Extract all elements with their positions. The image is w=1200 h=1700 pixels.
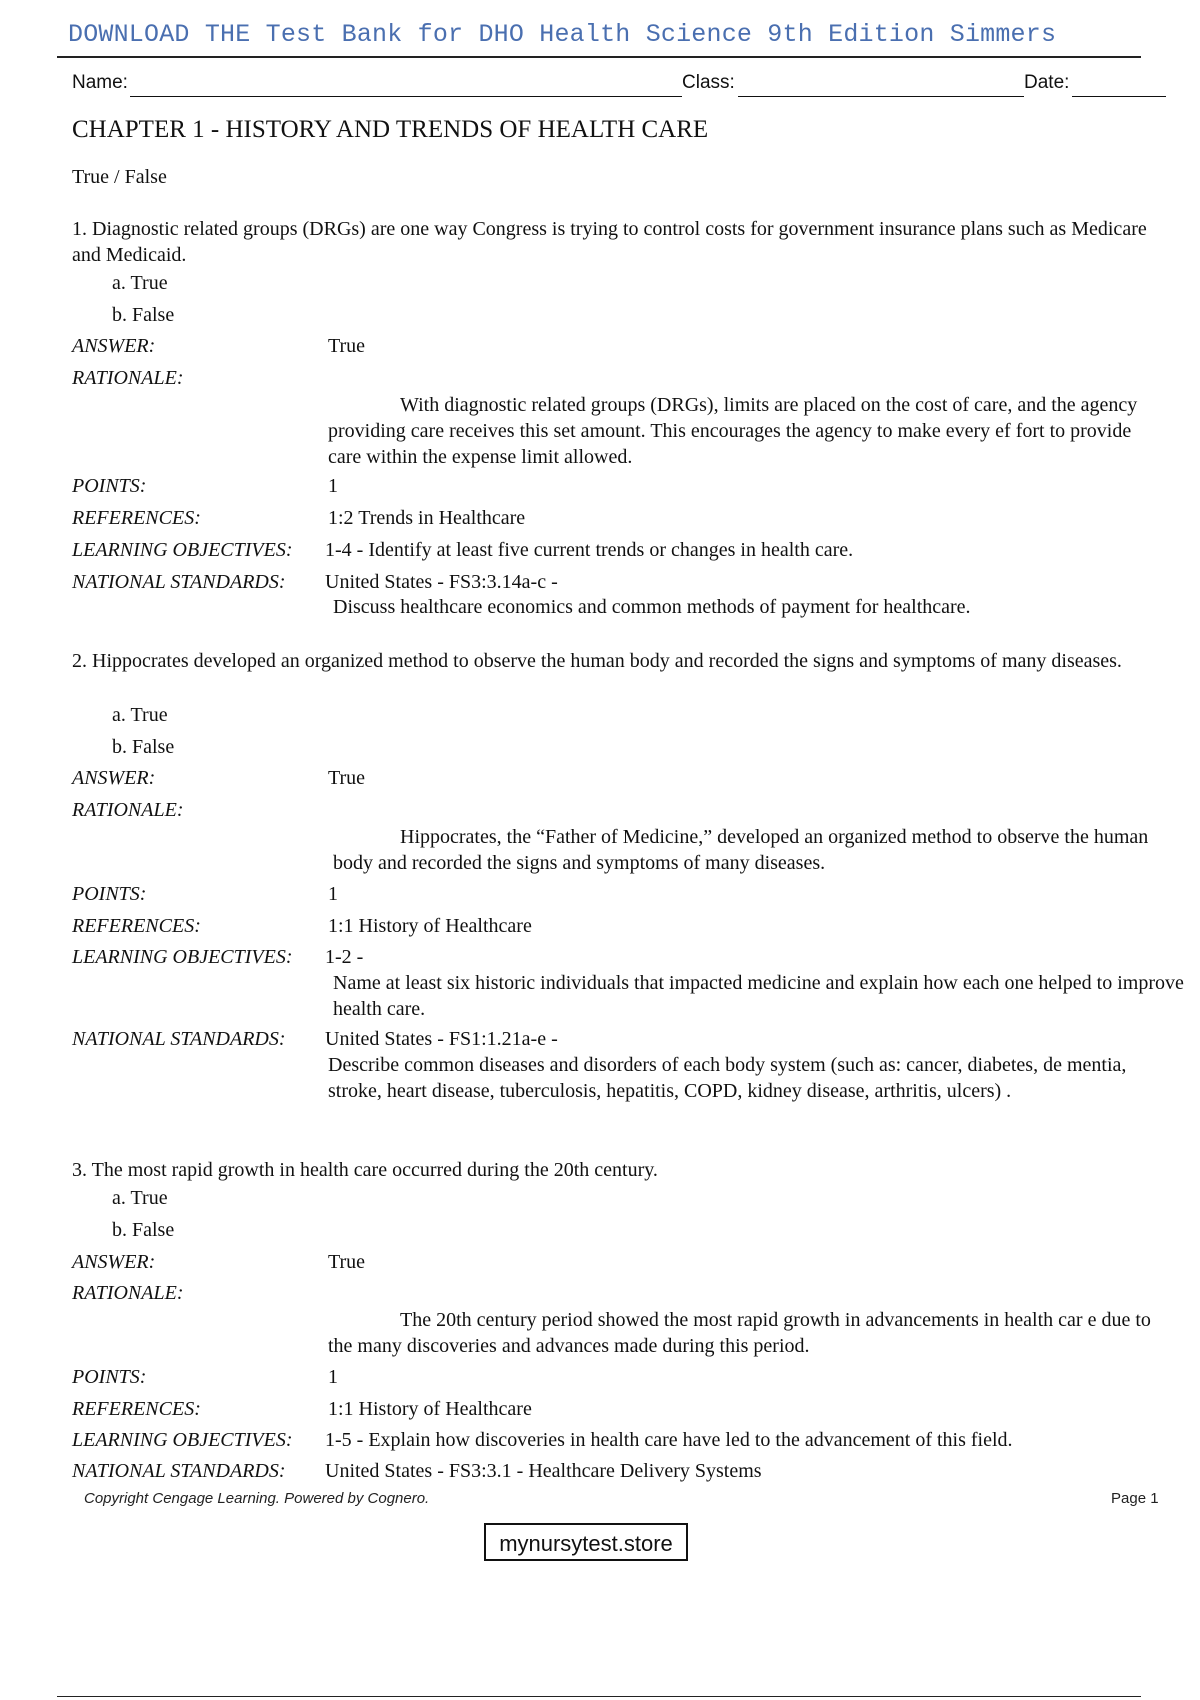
class-label: Class: [682,72,735,93]
top-divider [57,56,1141,58]
student-info-row [72,72,1167,102]
references-label: REFERENCES: [72,1398,201,1420]
option-false: b. False [112,304,175,326]
points-value: 1 [328,883,338,905]
rationale-text [328,1307,1158,1359]
chapter-title: CHAPTER 1 - HISTORY AND TRENDS OF HEALTH CARE [72,116,709,143]
option-false: b. False [112,736,175,758]
class-blank [738,96,1024,97]
rationale-label: RATIONALE: [72,799,184,821]
rationale-label: RATIONALE: [72,1282,184,1304]
national-standards-value: United States - FS3:3.14a-c - [325,571,558,593]
references-value: 1:1 History of Healthcare [328,915,532,937]
site-stamp[interactable]: mynursytest.store [484,1523,688,1561]
bottom-divider [57,1696,1141,1697]
learning-objectives-label: LEARNING OBJECTIVES: [72,946,293,968]
points-label: POINTS: [72,475,147,497]
references-value: 1:2 Trends in Healthcare [328,507,526,529]
name-label: Name: [72,72,128,93]
page-number: Page 1 [1111,1490,1159,1507]
rationale-body: With diagnostic related groups (DRGs), limits are placed on the cost of care, and the agency providing care receives this set amount. This encourages the agency to make every ef fort to provide care within the expense limit allowed. [328,394,1138,468]
answer-label: ANSWER: [72,335,156,357]
national-standards-label: NATIONAL STANDARDS: [72,571,286,593]
learning-objectives-detail: Name at least six historic individuals that impacted medicine and explain how each one helped to improve health care. [333,972,1184,1020]
question-text: 1. Diagnostic related groups (DRGs) are one way Congress is trying to control costs for government insurance plans such as Medicare and Medicaid. [72,218,1147,266]
name-blank [130,96,682,97]
rationale-body: Hippocrates, the “Father of Medicine,” developed an organized method to observe the human body and recorded the signs and symptoms of many diseases. [333,826,1149,874]
references-label: REFERENCES: [72,915,201,937]
learning-objectives-label: LEARNING OBJECTIVES: [72,539,293,561]
rationale-text [333,824,1163,876]
answer-value: True [328,767,366,789]
rationale-body: The 20th century period showed the most rapid growth in advancements in health car e due to the many discoveries and advances made during this period. [328,1309,1151,1357]
question-text: 3. The most rapid growth in health care occurred during the 20th century. [72,1159,658,1181]
national-standards-label: NATIONAL STANDARDS: [72,1028,286,1050]
national-standards-label: NATIONAL STANDARDS: [72,1460,286,1482]
download-banner[interactable]: DOWNLOAD THE Test Bank for DHO Health Science 9th Edition Simmers [68,20,1057,49]
answer-value: True [328,335,366,357]
section-title: True / False [72,166,167,188]
points-value: 1 [328,1366,338,1388]
answer-value: True [328,1251,366,1273]
rationale-label: RATIONALE: [72,367,184,389]
date-label: Date: [1024,72,1070,93]
learning-objectives-value: 1-5 - Explain how discoveries in health care have led to the advancement of this field. [325,1429,1013,1451]
answer-label: ANSWER: [72,1251,156,1273]
points-label: POINTS: [72,1366,147,1388]
learning-objectives-label: LEARNING OBJECTIVES: [72,1429,293,1451]
question-text: 2. Hippocrates developed an organized method to observe the human body and recorded the signs and symptoms of many diseases. [72,650,1122,672]
option-false: b. False [112,1219,175,1241]
national-standards-value: United States - FS1:1.21a-e - [325,1028,558,1050]
points-value: 1 [328,475,338,497]
references-label: REFERENCES: [72,507,201,529]
answer-label: ANSWER: [72,767,156,789]
option-true: a. True [112,272,168,294]
learning-objectives-value: 1-4 - Identify at least five current trends or changes in health care. [325,539,854,561]
copyright-notice: Copyright Cengage Learning. Powered by Cognero. [84,1490,430,1507]
rationale-text [328,392,1158,470]
national-standards-detail: Describe common diseases and disorders of each body system (such as: cancer, diabetes, de mentia, stroke, heart disease, tuberculosis, hepatitis, COPD, kidney disease, arthritis, ulcers) . [328,1054,1127,1102]
option-true: a. True [112,704,168,726]
references-value: 1:1 History of Healthcare [328,1398,532,1420]
date-blank [1072,96,1166,97]
learning-objectives-value: 1-2 - [325,946,364,968]
points-label: POINTS: [72,883,147,905]
national-standards-value: United States - FS3:3.1 - Healthcare Delivery Systems [325,1460,762,1482]
national-standards-detail: Discuss healthcare economics and common methods of payment for healthcare. [333,596,971,618]
option-true: a. True [112,1187,168,1209]
